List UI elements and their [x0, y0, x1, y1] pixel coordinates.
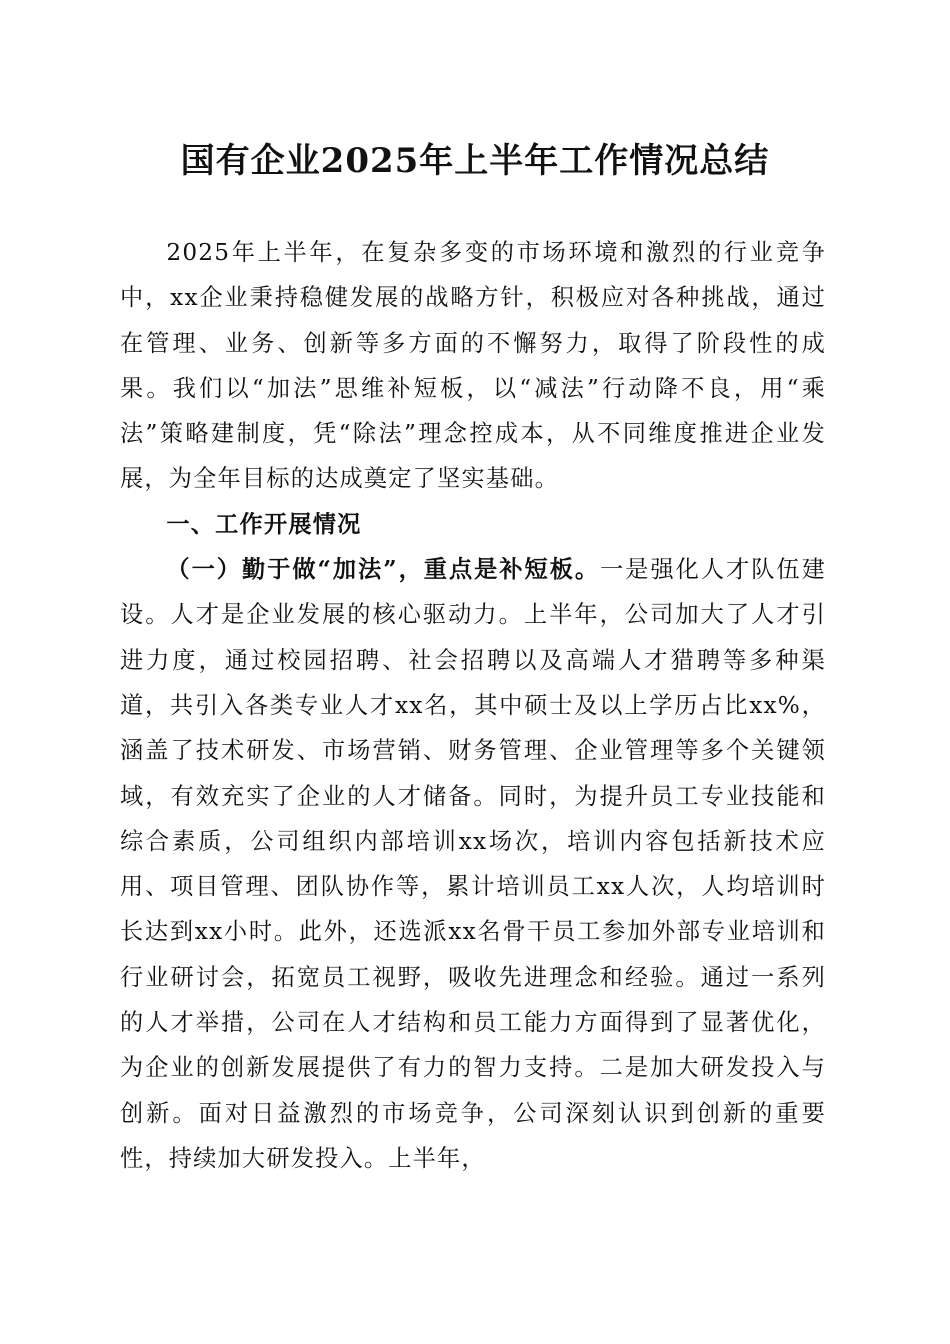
subsection-heading-1: （一）勤于做“加法”，重点是补短板。: [166, 556, 601, 584]
intro-paragraph: 2025年上半年，在复杂多变的市场环境和激烈的行业竞争中，xx企业秉持稳健发展的战略方针，积极应对各种挑战，通过在管理、业务、创新等多方面的不懈努力，取得了阶段性的成果。我们以“加法”思维补短板，以“减法”行动降不良，用“乘法”策略建制度，凭“除法”理念控成本，从不同维度推进企业发展，为全年目标的达成奠定了坚实基础。: [120, 239, 826, 493]
section-heading-1: 一、工作开展情况: [166, 510, 362, 538]
subsection-body-1: 一是强化人才队伍建设。人才是企业发展的核心驱动力。上半年，公司加大了人才引进力度，通过校园招聘、社会招聘以及高端人才猎聘等多种渠道，共引入各类专业人才xx名，其中硕士及以上学历占比xx%，涵盖了技术研发、市场营销、财务管理、企业管理等多个关键领域，有效充实了企业的人才储备。同时，为提升员工专业技能和综合素质，公司组织内部培训xx场次，培训内容包括新技术应用、项目管理、团队协作等，累计培训员工xx人次，人均培训时长达到xx小时。此外，还选派xx名骨干员工参加外部专业培训和行业研讨会，拓宽员工视野，吸收先进理念和经验。通过一系列的人才举措，公司在人才结构和员工能力方面得到了显著优化，为企业的创新发展提供了有力的智力支持。二是加大研发投入与创新。面对日益激烈的市场竞争，公司深刻认识到创新的重要性，持续加大研发投入。上半年，: [120, 556, 826, 1172]
subsection-paragraph-1: [120, 547, 826, 1181]
document-title: 国有企业2025年上半年工作情况总结: [180, 141, 770, 181]
document-body: [120, 230, 826, 1181]
